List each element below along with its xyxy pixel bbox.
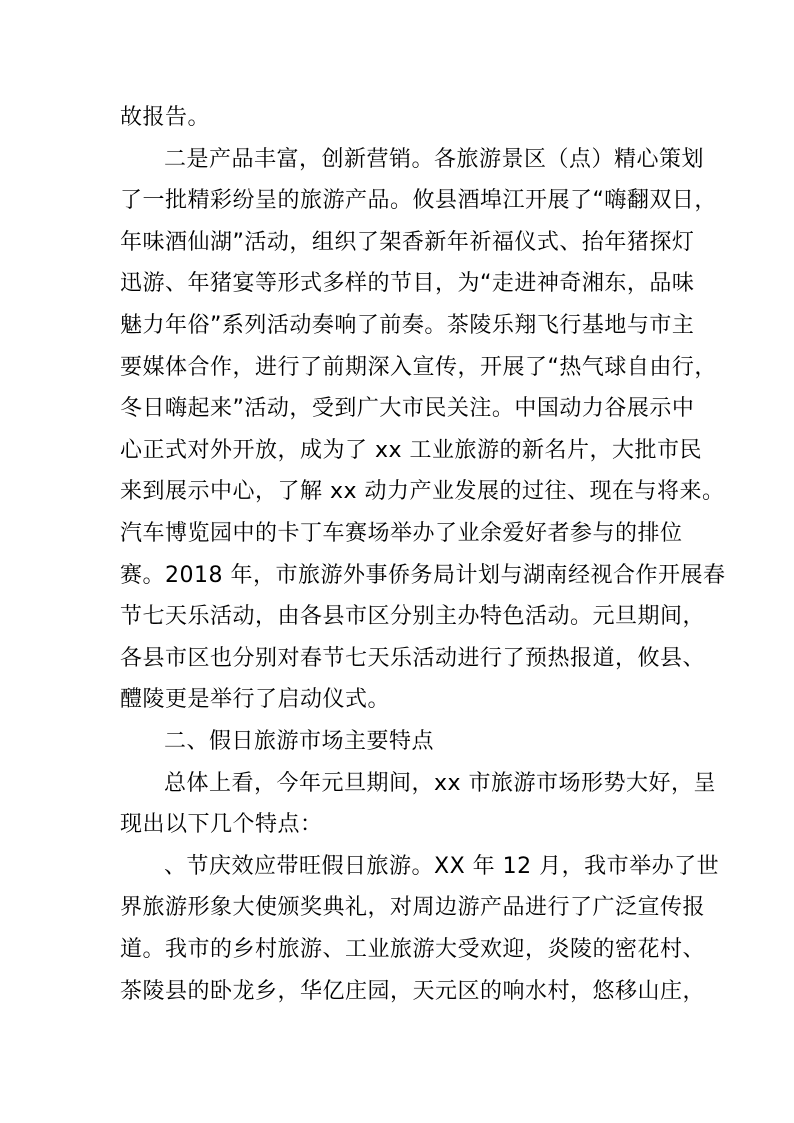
text-line: 冬日嗨起来”活动，受到广大市民关注。中国动力谷展示中 <box>120 396 695 421</box>
text-line: 各县市区也分别对春节七天乐活动进行了预热报道，攸县、 <box>120 646 706 671</box>
text-line: 年味酒仙湖”活动，组织了架香新年祈福仪式、抬年猪探灯 <box>120 230 695 255</box>
text-line: 道。我市的乡村旅游、工业旅游大受欢迎，炎陵的密花村、 <box>120 937 706 962</box>
text-line: 迅游、年猪宴等形式多样的节目，为“走进神奇湘东，品味 <box>120 271 695 296</box>
text-line: 汽车博览园中的卡丁车赛场举办了业余爱好者参与的排位 <box>120 521 683 546</box>
paragraph-start-line: 、节庆效应带旺假日旅游。XX 年 12 月，我市举办了世 <box>164 854 720 879</box>
text-line: 要媒体合作，进行了前期深入宣传，开展了“热气球自由行， <box>120 355 717 380</box>
text-line: 现出以下几个特点： <box>120 812 323 837</box>
paragraph-start-line: 总体上看，今年元旦期间，xx 市旅游市场形势大好，呈 <box>164 771 717 796</box>
text-line: 醴陵更是举行了启动仪式。 <box>120 687 391 712</box>
text-line: 了一批精彩纷呈的旅游产品。攸县酒埠江开展了“嗨翻双日， <box>120 188 717 213</box>
text-line: 节七天乐活动，由各县市区分别主办特色活动。元旦期间， <box>120 604 706 629</box>
text-line: 心正式对外开放，成为了 xx 工业旅游的新名片，大批市民 <box>120 438 703 463</box>
text-line: 茶陵县的卧龙乡，华亿庄园，天元区的响水村，悠移山庄， <box>120 979 706 1004</box>
section-heading: 二、假日旅游市场主要特点 <box>164 729 435 754</box>
text-line: 界旅游形象大使颁奖典礼，对周边游产品进行了广泛宣传报 <box>120 895 706 920</box>
text-line: 赛。2018 年，市旅游外事侨务局计划与湖南经视合作开展春 <box>120 563 726 588</box>
text-line: 魅力年俗”系列活动奏响了前奏。茶陵乐翔飞行基地与市主 <box>120 313 695 338</box>
text-line: 来到展示中心，了解 xx 动力产业发展的过往、现在与将来。 <box>120 479 725 504</box>
text-line: 故报告。 <box>120 105 211 130</box>
paragraph-start-line: 二是产品丰富，创新营销。各旅游景区（点）精心策划 <box>164 147 705 172</box>
